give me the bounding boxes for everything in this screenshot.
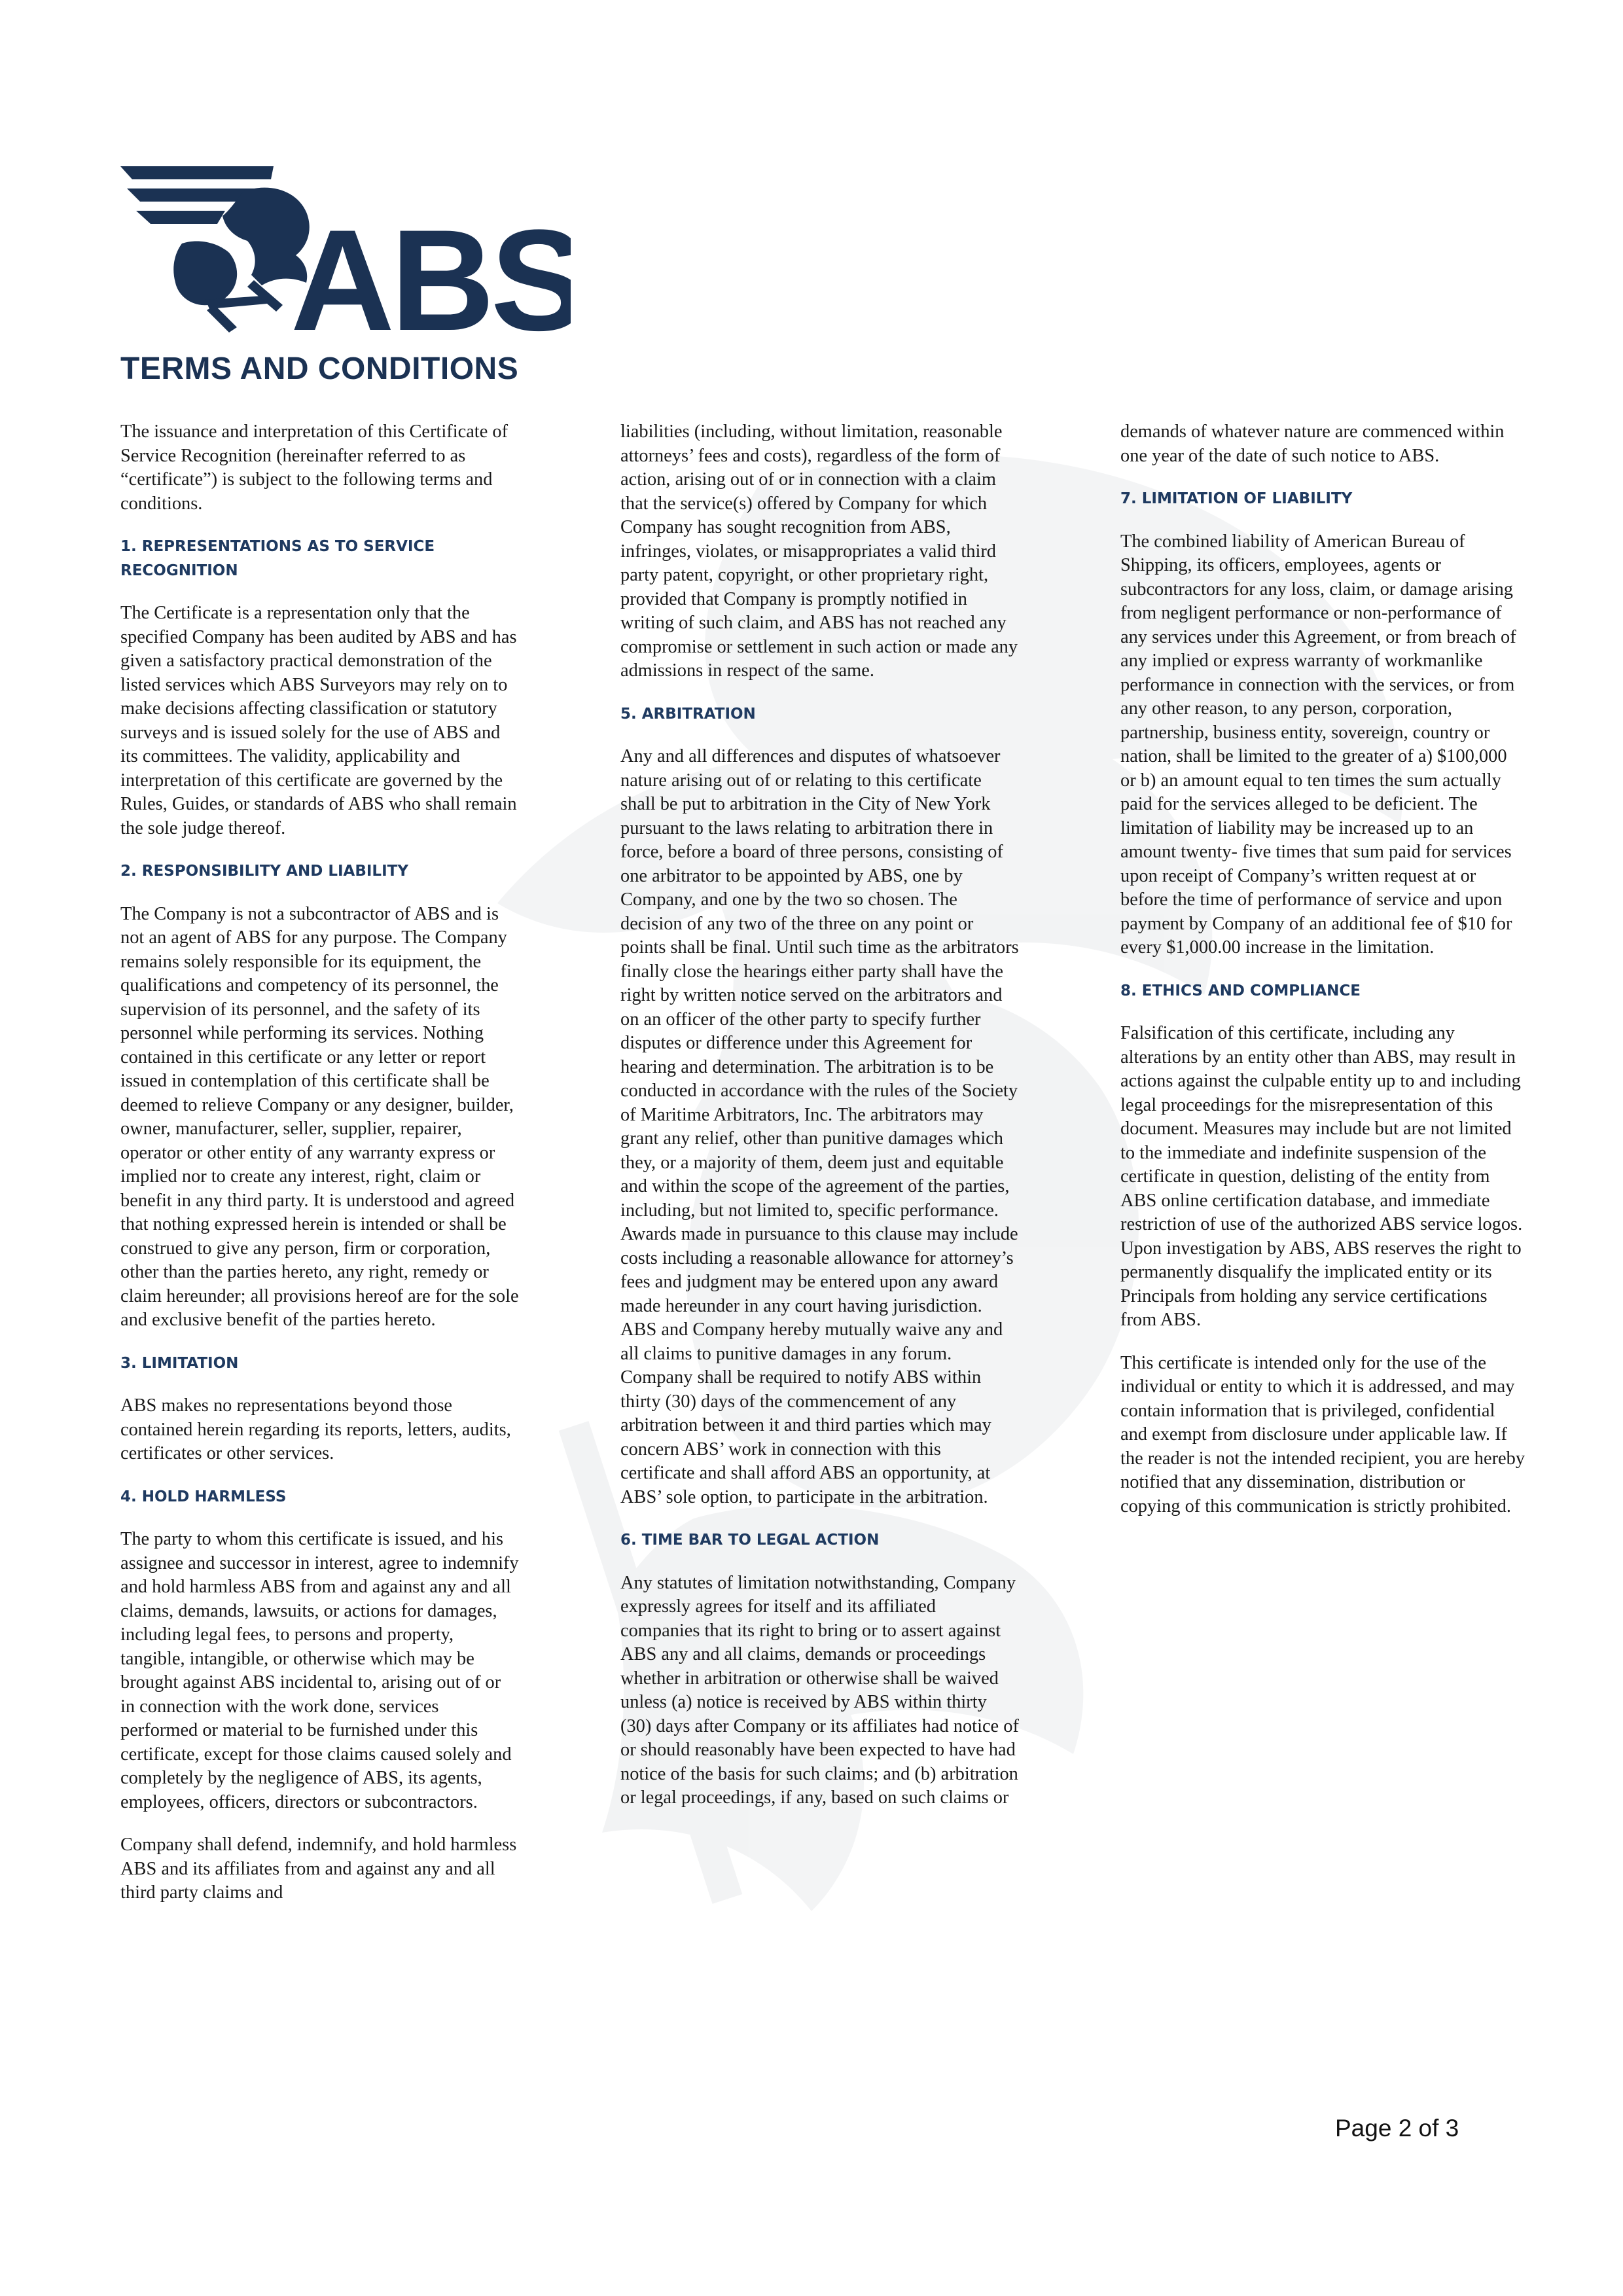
- section-body-limitation: ABS makes no representations beyond those contained herein regarding its reports, letters, audits, certificates or other services.: [120, 1395, 511, 1463]
- section-heading-responsibility: 2. RESPONSIBILITY AND LIABILITY: [120, 863, 408, 880]
- section-heading-arbitration: 5. ARBITRATION: [620, 705, 756, 723]
- section-body-hold-harmless: The party to whom this certificate is issued, and his assignee and successor in interest, agree to indemnify and hold harmless ABS from and against any and all claims, demands, lawsuits, or actions for damages, including legal fees, to persons and property, tangible, intangible, or otherwise which may be brought against ABS incidental to, arising out of or in connection with the work done, services performed or material to be furnished under this certificate, except for those claims caused solely and completely by the negligence of ABS, its agents, employees, officers, directors or subcontractors.: [120, 1529, 519, 1812]
- section-body-hold-harmless-continued: liabilities (including, without limitation, reasonable attorneys’ fees and costs), regardless of the form of action, arising out of or in connection with a claim that the service(s) offered by Company for which Company has sought recognition from ABS, infringes, violates, or misappropriates a valid third party patent, copyright, or other proprietary right, provided that Company is promptly notified in writing of such claim, and ABS has not reached any compromise or settlement in such action or made any admissions in respect of the same.: [620, 422, 1018, 681]
- abs-logo-text: ABS: [291, 200, 571, 336]
- column-right: [1120, 420, 1526, 1537]
- intro-paragraph: The issuance and interpretation of this Certificate of Service Recognition (hereinafter referred to as “certificate”) is subject to the following terms and conditions.: [120, 422, 508, 514]
- eagle-icon: [119, 165, 571, 336]
- page-title: TERMS AND CONDITIONS: [120, 351, 519, 386]
- column-left: [120, 420, 520, 1924]
- section-heading-hold-harmless: 4. HOLD HARMLESS: [120, 1488, 287, 1505]
- section-heading-limitation-of-liability: 7. LIMITATION OF LIABILITY: [1120, 490, 1353, 507]
- section-body-time-bar-continued: demands of whatever nature are commenced within one year of the date of such notice to ABS.: [1120, 422, 1505, 466]
- section-body-responsibility: The Company is not a subcontractor of ABS and is not an agent of ABS for any purpose. The Company remains solely responsible for its equipment, the qualifications and competency of its personnel, the supervision of its personnel, and the safety of its personnel while performing its services. Nothing contained in this certificate or any letter or report issued in contemplation of this certificate shall be deemed to relieve Company or any designer, builder, owner, manufacturer, seller, supplier, repairer, operator or other entity of any warranty express or implied nor to create any interest, right, claim or benefit in any third party. It is understood and agreed that nothing expressed herein is intended or shall be construed to give any person, firm or corporation, other than the parties hereto, any right, remedy or claim hereunder; all provisions hereof are for the sole and exclusive benefit of the parties hereto.: [120, 903, 519, 1330]
- section-heading-time-bar: 6. TIME BAR TO LEGAL ACTION: [620, 1532, 880, 1549]
- section-body-confidentiality: This certificate is intended only for the use of the individual or entity to which it is addressed, and may contain information that is privileged, confidential and exempt from disclosure under applicable law. If the reader is not the intended recipient, you are hereby notified that any dissemination, distribution or copying of this communication is strictly prohibited.: [1120, 1352, 1525, 1516]
- section-body-arbitration: Any and all differences and disputes of whatsoever nature arising out of or relating to this certificate shall be put to arbitration in the City of New York pursuant to the laws relating to arbitration there in force, before a board of three persons, consisting of one arbitrator to be appointed by ABS, one by Company, and one by the two so chosen. The decision of any two of the three on any point or points shall be final. Until such time as the arbitrators finally close the hearings either party shall have the right by written notice served on the arbitrators and on an officer of the other party to specify further disputes or difference under this Agreement for hearing and determination. The arbitration is to be conducted in accordance with the rules of the Society of Maritime Arbitrators, Inc. The arbitrators may grant any relief, other than punitive damages which they, or a majority of them, deem just and equitable and within the scope of the agreement of the parties, including, but not limited to, specific performance. Awards made in pursuance to this clause may include costs including a reasonable allowance for attorney’s fees and judgment may be entered upon any award made hereunder in any court having jurisdiction. ABS and Company hereby mutually waive any and all claims to punitive damages in any forum. Company shall be required to notify ABS within thirty (30) days of the commencement of any arbitration between it and third parties which may concern ABS’ work in connection with this certificate and shall afford ABS an opportunity, at ABS’ sole option, to participate in the arbitration.: [620, 746, 1019, 1507]
- section-body-ethics: Falsification of this certificate, including any alterations by an entity other than ABS, may result in actions against the culpable entity up to and including legal proceedings for the misrepresentation of this document. Measures may include but are not limited to the immediate and indefinite suspension of the certificate in question, delisting of the entity from ABS online certification database, and immediate restriction of use of the authorized ABS service logos. Upon investigation by ABS, ABS reserves the right to permanently disqualify the implicated entity or its Principals from holding any service certifications from ABS.: [1120, 1023, 1523, 1330]
- section-body-hold-harmless-defend: Company shall defend, indemnify, and hold harmless ABS and its affiliates from and against any and all third party claims and: [120, 1835, 517, 1903]
- abs-logo: [119, 165, 571, 336]
- section-heading-representations: 1. REPRESENTATIONS AS TO SERVICE RECOGNITION: [120, 538, 435, 579]
- column-middle: [620, 420, 1020, 1829]
- page-number: Page 2 of 3: [1335, 2115, 1459, 2142]
- section-body-time-bar: Any statutes of limitation notwithstanding, Company expressly agrees for itself and its affiliated companies that its right to bring or to assert against ABS any and all claims, demands or proceedings whether in arbitration or otherwise shall be waived unless (a) notice is received by ABS within thirty (30) days after Company or its affiliates had notice of or should reasonably have been expected to have had notice of the basis for such claims; and (b) arbitration or legal proceedings, if any, based on such claims or: [620, 1572, 1019, 1808]
- section-body-limitation-of-liability: The combined liability of American Bureau of Shipping, its officers, employees, agents or subcontractors for any loss, claim, or damage arising from negligent performance or non-performance of any services under this Agreement, or from breach of any implied or express warranty of workmanlike performance in connection with the services, or from any other reason, to any person, corporation, partnership, business entity, sovereign, country or nation, shall be limited to the greater of a) $100,000 or b) an amount equal to ten times the sum actually paid for the services alleged to be deficient. The limitation of liability may be increased up to an amount twenty- five times that sum paid for services upon receipt of Company’s written request at or before the time of performance of service and upon payment by Company of an additional fee of $10 for every $1,000.00 increase in the limitation.: [1120, 531, 1516, 958]
- section-body-representations: The Certificate is a representation only that the specified Company has been audited by ABS and has given a satisfactory practical demonstration of the listed services which ABS Surveyors may rely on to make decisions affecting classification or statutory surveys and is issued solely for the use of ABS and its committees. The validity, applicability and interpretation of this certificate are governed by the Rules, Guides, or standards of ABS who shall remain the sole judge thereof.: [120, 603, 517, 838]
- section-heading-ethics: 8. ETHICS AND COMPLIANCE: [1120, 982, 1361, 999]
- section-heading-limitation: 3. LIMITATION: [120, 1354, 239, 1372]
